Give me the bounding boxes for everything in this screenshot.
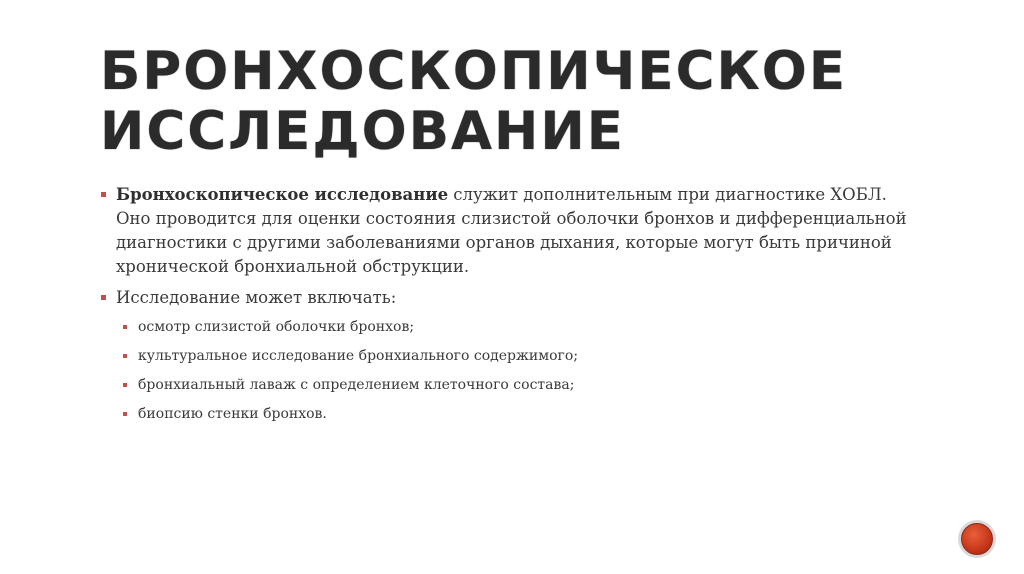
square-bullet-icon [123,325,127,329]
sub-bullet-text: бронхиальный лаваж с определением клеточного состава; [138,377,575,393]
sub-bullet-text: культуральное исследование бронхиального содержимого; [138,348,579,364]
sub-bullet-item [100,404,920,424]
bullet-text: Исследование может включать: [116,288,397,307]
sub-bullet-item [100,317,920,337]
slide-nav-button[interactable] [958,520,996,558]
bullet-item [100,183,920,279]
sub-bullet-item [100,375,920,395]
square-bullet-icon [123,412,127,416]
square-bullet-icon [101,192,106,197]
sub-bullet-list [100,317,920,424]
square-bullet-icon [123,354,127,358]
bullet-item [100,286,920,310]
bullet-lead-text: Бронхоскопическое исследование [116,185,449,204]
slide-content [100,183,920,433]
slide-title: БРОНХОСКОПИЧЕСКОЕ ИССЛЕДОВАНИЕ [100,41,848,162]
sub-bullet-item [100,346,920,366]
sub-bullet-text: биопсию стенки бронхов. [138,406,327,422]
round-nav-button-icon [961,523,993,555]
square-bullet-icon [123,383,127,387]
bullet-text: служит дополнительным при диагностике ХОБЛ. Оно проводится для оценки состояния слизистой оболочки бронхов и дифференциальной диагностики с другими заболеваниями органов дыхания, которые могут быть причиной хронической бронхиальной обструкции. [116,185,907,276]
sub-bullet-text: осмотр слизистой оболочки бронхов; [138,319,415,335]
square-bullet-icon [101,295,106,300]
